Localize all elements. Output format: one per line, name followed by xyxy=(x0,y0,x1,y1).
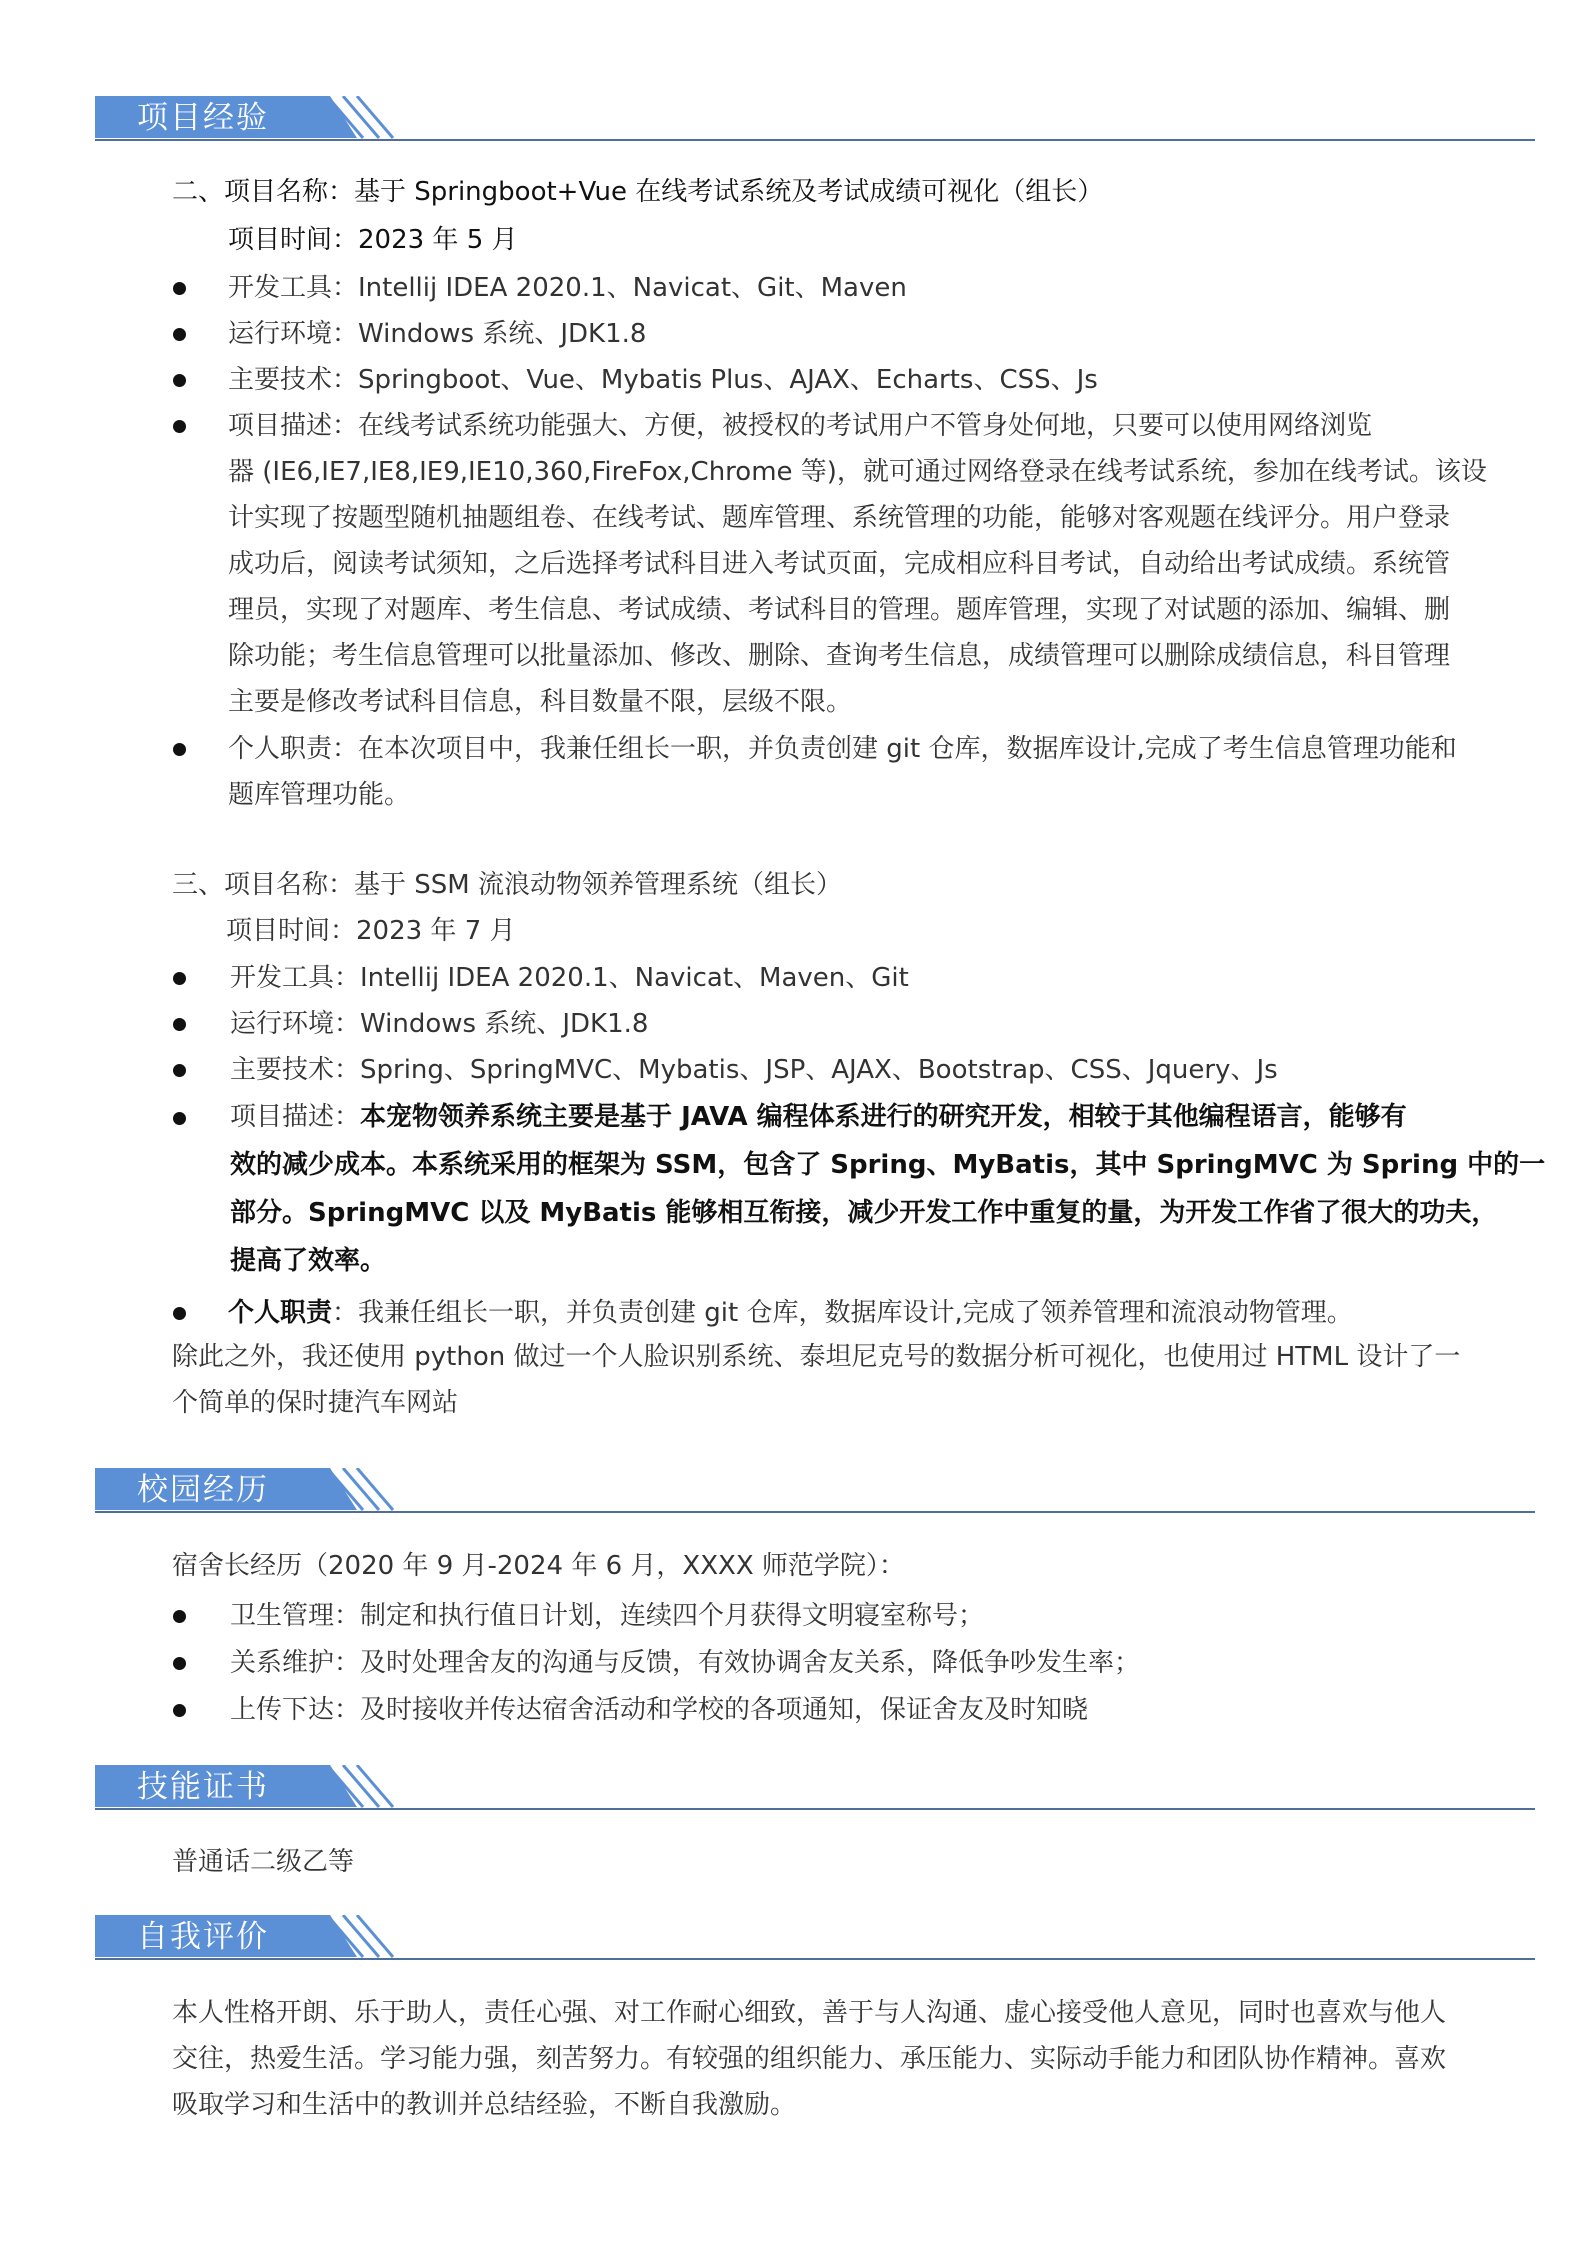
self-eval-line: 本人性格开朗、乐于助人，责任心强、对工作耐心细致，善于与人沟通、虚心接受他人意见，同时也喜欢与他人 xyxy=(172,1998,1447,2028)
bullet xyxy=(173,1307,186,1320)
bullet xyxy=(173,1112,186,1125)
project2-tech: 主要技术：Springboot、Vue、Mybatis Plus、AJAX、Echarts、CSS、Js xyxy=(228,365,1098,395)
self-eval-line: 交往，热爱生活。学习能力强，刻苦努力。有较强的组织能力、承压能力、实际动手能力和团队协作精神。喜欢 xyxy=(172,2044,1447,2074)
bullet xyxy=(173,1610,186,1623)
section-header-self xyxy=(95,1915,1535,1961)
extra-line: 除此之外，我还使用 python 做过一个人脸识别系统、泰坦尼克号的数据分析可视化，也使用过 HTML 设计了一 xyxy=(172,1342,1461,1372)
desc-line: 主要是修改考试科目信息，科目数量不限，层级不限。 xyxy=(228,687,853,717)
desc-line: 项目描述：在线考试系统功能强大、方便，被授权的考试用户不管身处何地，只要可以使用网络浏览 xyxy=(228,411,1373,441)
desc-line: 成功后，阅读考试须知，之后选择考试科目进入考试页面，完成相应科目考试，自动给出考试成绩。系统管 xyxy=(228,549,1451,579)
project3-tech: 主要技术：Spring、SpringMVC、Mybatis、JSP、AJAX、Bootstrap、CSS、Jquery、Js xyxy=(230,1055,1278,1085)
section-banner-graphic xyxy=(95,1468,1535,1514)
section-title: 项目经验 xyxy=(137,100,269,136)
duty-text: ：我兼任组长一职，并负责创建 git 仓库，数据库设计,完成了领养管理和流浪动物管理。 xyxy=(332,1298,1353,1328)
extra-line: 个简单的保时捷汽车网站 xyxy=(172,1388,459,1418)
desc-label: 项目描述： xyxy=(230,1102,361,1132)
bullet xyxy=(173,972,186,985)
desc-line: 除功能；考生信息管理可以批量添加、修改、删除、查询考生信息，成绩管理可以删除成绩信息，科目管理 xyxy=(228,641,1451,671)
duty-line: 个人职责：在本次项目中，我兼任组长一职，并负责创建 git 仓库，数据库设计,完成了考生信息管理功能和 xyxy=(228,734,1457,764)
skills-text: 普通话二级乙等 xyxy=(172,1847,355,1877)
project3-tools: 开发工具：Intellij IDEA 2020.1、Navicat、Maven、Git xyxy=(230,963,909,993)
bullet xyxy=(173,328,186,341)
project2-env: 运行环境：Windows 系统、JDK1.8 xyxy=(228,319,647,349)
desc-line: 提高了效率。 xyxy=(230,1246,387,1276)
bullet xyxy=(173,374,186,387)
campus-intro: 宿舍长经历（2020 年 9 月-2024 年 6 月，XXXX 师范学院）： xyxy=(172,1551,905,1581)
project2-tools: 开发工具：Intellij IDEA 2020.1、Navicat、Git、Maven xyxy=(228,273,907,303)
section-header-campus xyxy=(95,1468,1535,1514)
project2-name: 二、项目名称：基于 Springboot+Vue 在线考试系统及考试成绩可视化（组长） xyxy=(172,177,1104,207)
section-banner-graphic xyxy=(95,1765,1535,1811)
desc-line: 理员，实现了对题库、考生信息、考试成绩、考试科目的管理。题库管理，实现了对试题的添加、编辑、删 xyxy=(228,595,1451,625)
desc-line: 部分。SpringMVC 以及 MyBatis 能够相互衔接，减少开发工作中重复的量，为开发工作省了很大的功夫， xyxy=(230,1198,1498,1228)
project3-extra xyxy=(172,1334,1507,1426)
duty-line: 题库管理功能。 xyxy=(228,780,411,810)
project3-name: 三、项目名称：基于 SSM 流浪动物领养管理系统（组长） xyxy=(172,870,842,900)
project2-time: 项目时间：2023 年 5 月 xyxy=(228,225,518,255)
bullet xyxy=(173,743,186,756)
section-banner-graphic xyxy=(95,1915,1535,1961)
project3-duty xyxy=(228,1293,1353,1333)
section-header-projects xyxy=(95,96,1535,142)
bullet xyxy=(173,1018,186,1031)
section-title: 校园经历 xyxy=(137,1472,269,1508)
duty-label: 个人职责 xyxy=(228,1298,333,1328)
project3-env: 运行环境：Windows 系统、JDK1.8 xyxy=(230,1009,649,1039)
project2-duty xyxy=(228,726,1503,818)
campus-item: 卫生管理：制定和执行值日计划，连续四个月获得文明寝室称号； xyxy=(230,1601,985,1631)
self-evaluation xyxy=(172,1990,1512,2128)
bullet xyxy=(173,1064,186,1077)
section-title: 技能证书 xyxy=(137,1769,269,1805)
bullet xyxy=(173,1704,186,1717)
section-header-skills xyxy=(95,1765,1535,1811)
project2-description xyxy=(228,403,1503,725)
section-title: 自我评价 xyxy=(137,1919,269,1955)
bullet xyxy=(173,282,186,295)
desc-line: 器 (IE6,IE7,IE8,IE9,IE10,360,FireFox,Chrome 等)，就可通过网络登录在线考试系统，参加在线考试。该设 xyxy=(228,457,1487,487)
bullet xyxy=(173,420,186,433)
section-banner-graphic xyxy=(95,96,1535,142)
self-eval-line: 吸取学习和生活中的教训并总结经验，不断自我激励。 xyxy=(172,2090,797,2120)
desc-line: 计实现了按题型随机抽题组卷、在线考试、题库管理、系统管理的功能，能够对客观题在线评分。用户登录 xyxy=(228,503,1451,533)
bullet xyxy=(173,1657,186,1670)
desc-line: 效的减少成本。本系统采用的框架为 SSM，包含了 Spring、MyBatis，其中 SpringMVC 为 Spring 中的一 xyxy=(230,1150,1546,1180)
campus-item: 关系维护：及时处理舍友的沟通与反馈，有效协调舍友关系，降低争吵发生率； xyxy=(230,1648,1141,1678)
campus-item: 上传下达：及时接收并传达宿舍活动和学校的各项通知，保证舍友及时知晓 xyxy=(230,1695,1089,1725)
project3-description xyxy=(230,1093,1546,1285)
project3-time: 项目时间：2023 年 7 月 xyxy=(226,916,516,946)
desc-line: 本宠物领养系统主要是基于 JAVA 编程体系进行的研究开发，相较于其他编程语言，能够有 xyxy=(360,1102,1407,1132)
